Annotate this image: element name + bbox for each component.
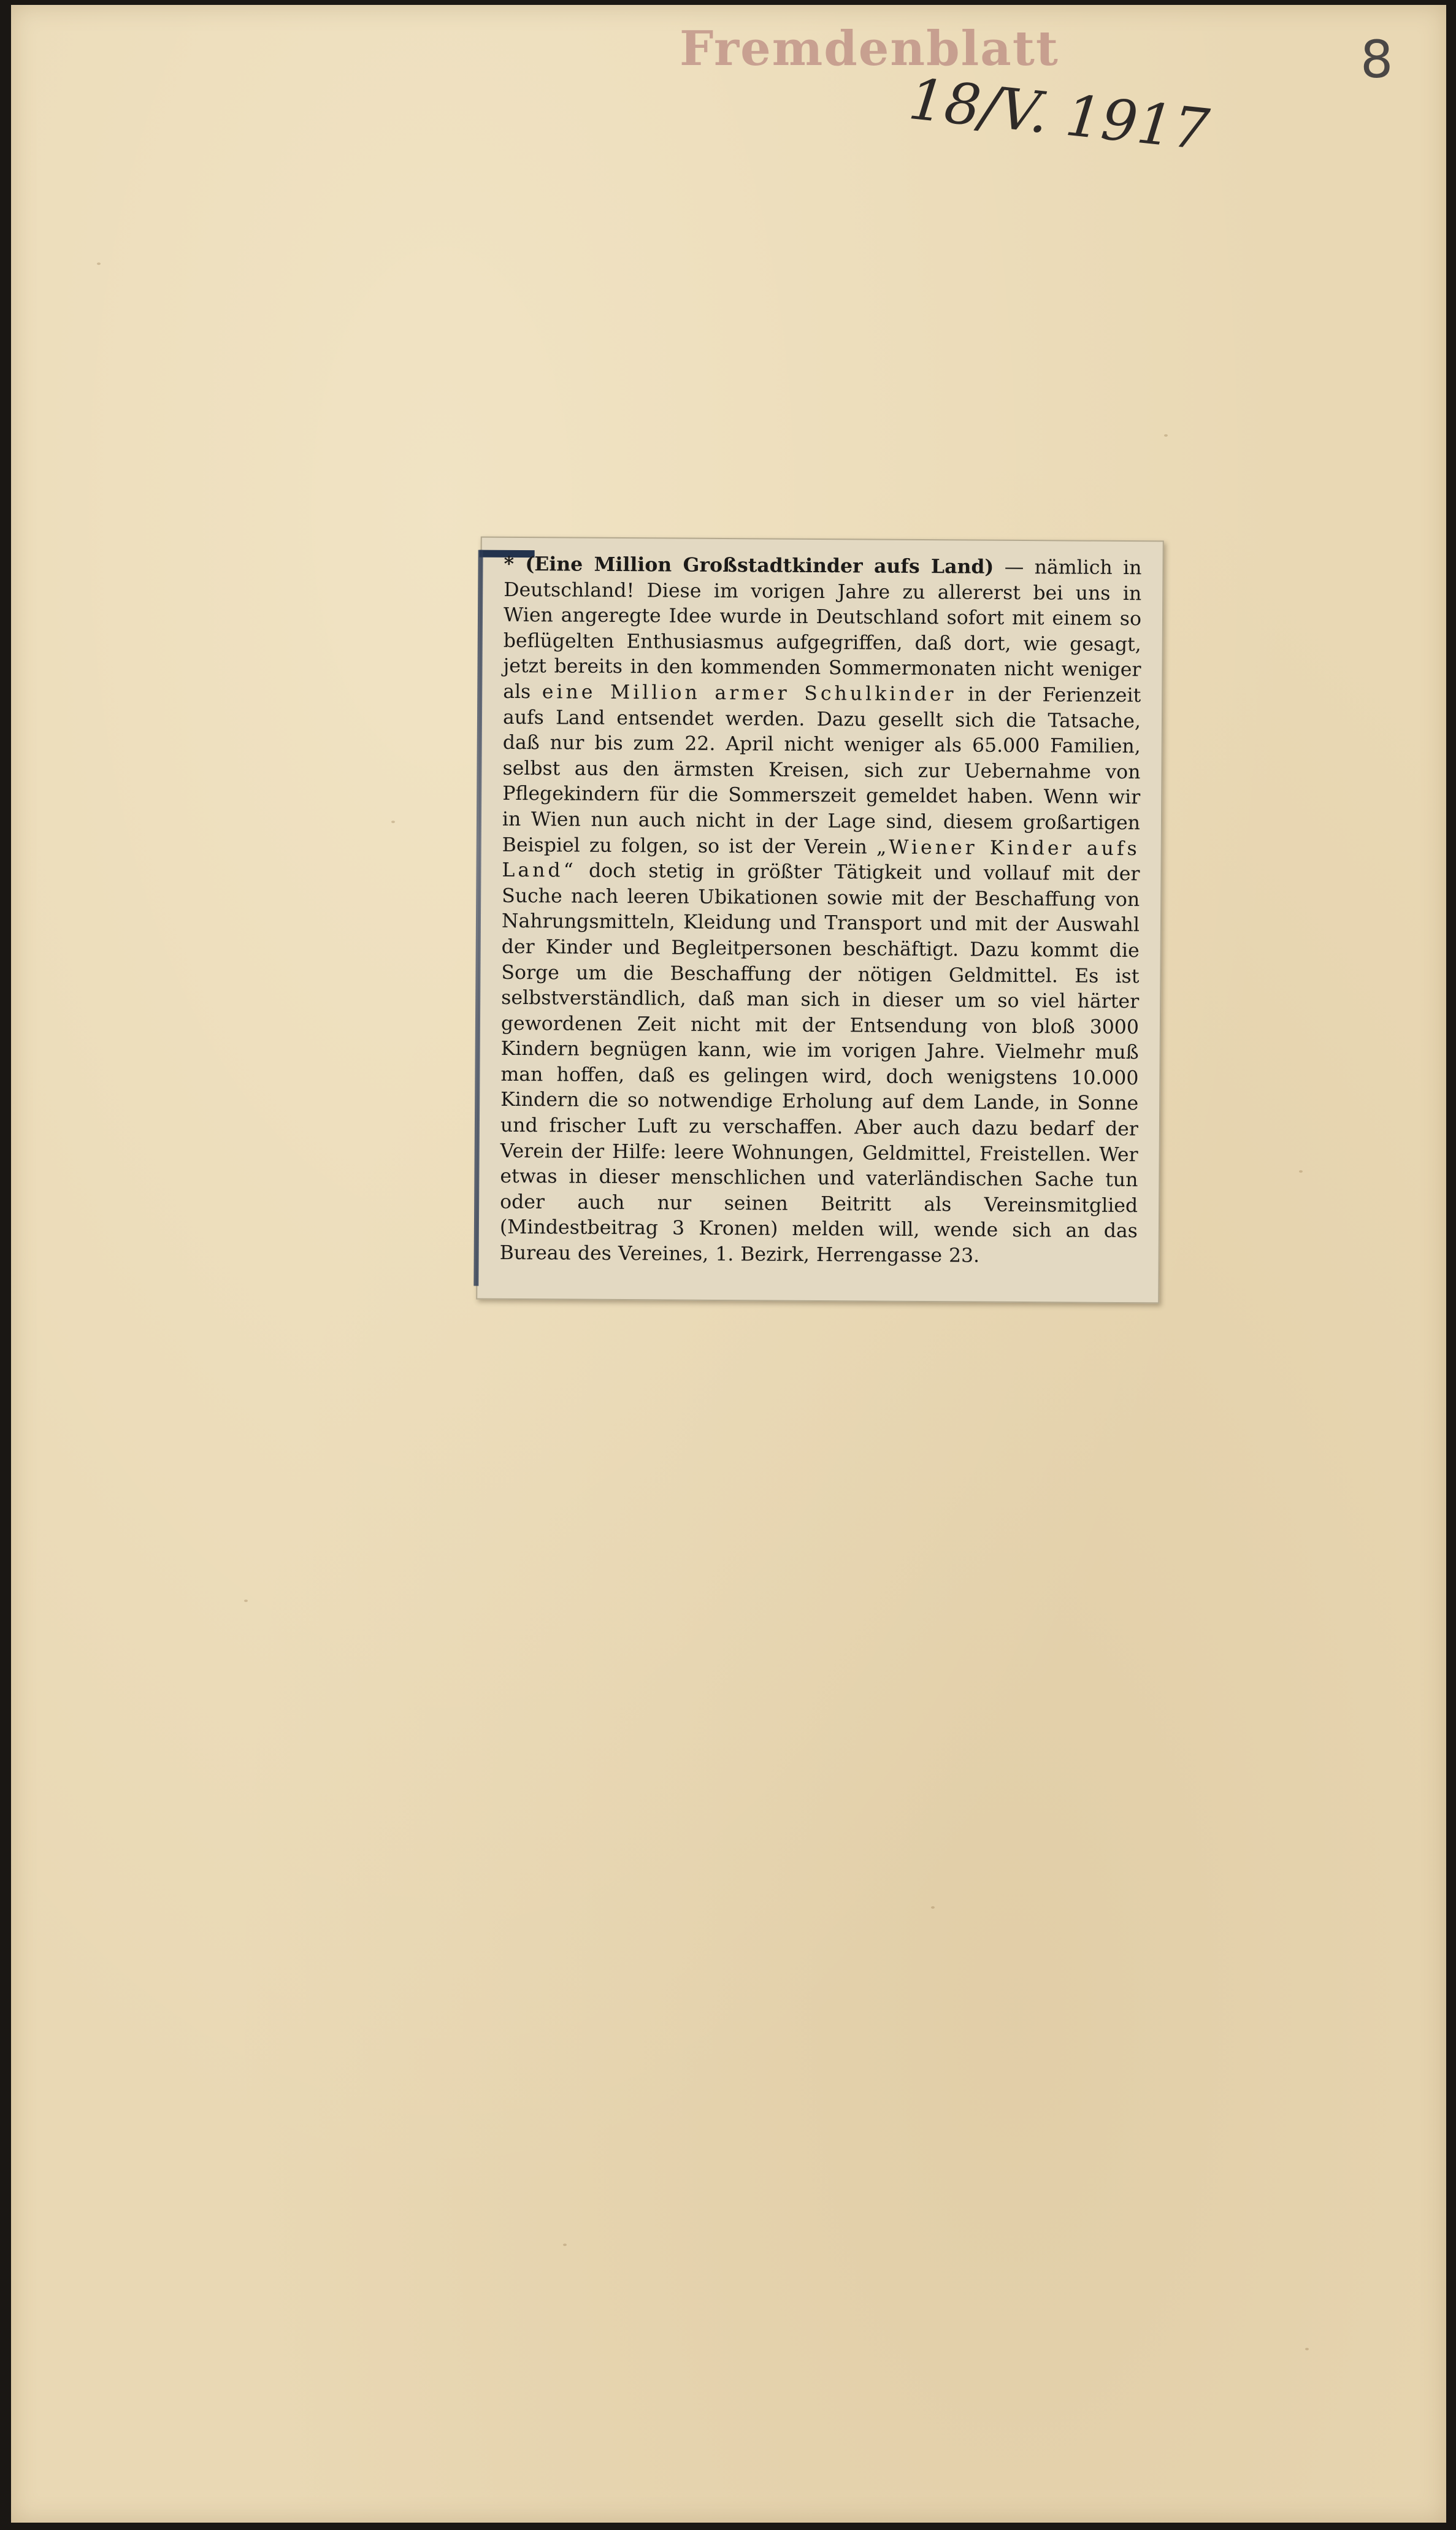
paper-fleck [563,2244,567,2246]
page-number: 8 [1360,29,1393,90]
article-emphasis: eine Million armer Schulkinder [542,681,957,706]
archive-page [11,5,1446,2523]
paper-fleck [244,1600,248,1602]
paper-fleck [97,263,101,265]
clipping-article [500,551,1142,1270]
newspaper-clipping [476,537,1164,1304]
paper-fleck [391,821,395,823]
paper-fleck [1164,434,1168,437]
handwritten-date: 18/V. 1917 [905,66,1213,163]
article-text: in der Ferienzeit aufs Land entsendet werden. Dazu gesellt sich die Tatsache, daß nur bis zum 22. April nicht weniger als 65.000 Familien, selbst aus den ärmsten Kreisen, sich zur Uebernahme von Pflegekindern für die Sommerszeit gemeldet haben. Wenn wir in Wien nun auch nicht in der Lage sind, diesem großartigen Beispiel zu folgen, so ist der Verein [502,683,1141,859]
paper-fleck [931,1906,935,1909]
paper-fleck [1299,1170,1303,1173]
article-text: — nämlich in Deutschland! Diese im vorigen Jahre zu allererst bei uns in Wien angeregte Idee wurde in Deutschland sofort mit einem so beflügelten Enthusiasmus aufgegriffen, daß dort, wie gesagt, jetzt bereits in den kommenden Sommermonaten nicht weniger als [503,556,1142,703]
clipping-left-edge [473,550,483,1286]
article-text: doch stetig in größter Tätigkeit und vollauf mit der Suche nach leeren Ubikationen sowie mit der Beschaffung von Nahrungsmitteln, Kleidung und Transport und mit der Auswahl der Kinder und Begleitpersonen beschäftigt. Dazu kommt die Sorge um die Beschaffung der nötigen Geldmittel. Es ist selbstverständlich, daß man sich in dieser um so viel härter gewordenen Zeit nicht mit der Entsendung von bloß 3000 Kindern begnügen kann, wie im vorigen Jahre. Vielmehr muß man hoffen, daß es gelingen wird, doch wenigstens 10.000 Kindern die so notwendige Erholung auf dem Lande, in Sonne und frischer Luft zu verschaffen. Aber auch dazu bedarf der Verein der Hilfe: leere Wohnungen, Geldmittel, Freistellen. Wer etwas in dieser menschlichen und vaterländischen Sache tun oder auch nur seinen Beitritt als Vereinsmitglied (Mindestbeitrag 3 Kronen) melden will, wende sich an das Bureau des Vereines, 1. Bezirk, Herrengasse 23. [499,859,1140,1267]
article-headline: * (Eine Million Großstadtkinder aufs Land) [504,552,994,578]
newspaper-stamp: Fremdenblatt [680,21,1059,77]
article-emphasis: „Wiener Kinder aufs Land“ [502,836,1140,882]
paper-fleck [1305,2348,1309,2350]
